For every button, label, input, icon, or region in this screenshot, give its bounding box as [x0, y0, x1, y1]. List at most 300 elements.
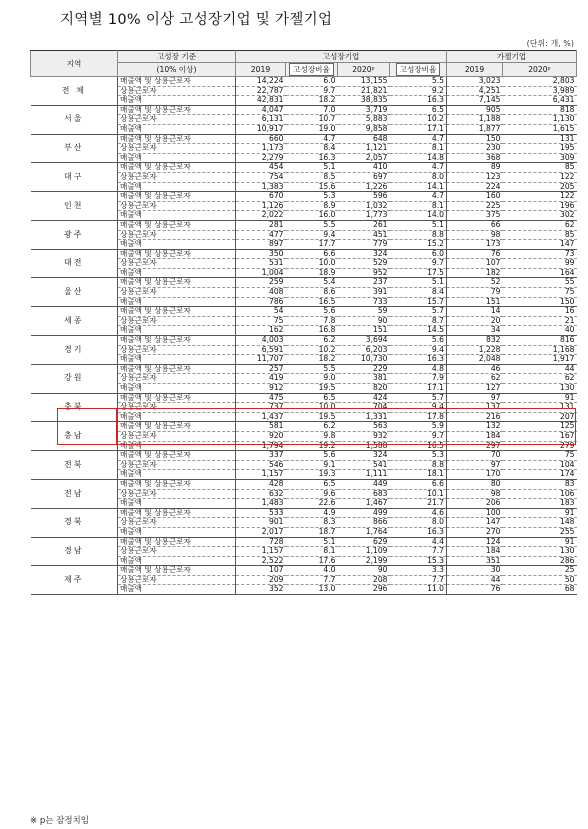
- gazelle-2020: 148: [503, 518, 577, 528]
- hg-2019-ratio: 6.0: [286, 77, 338, 87]
- hg-2019-count: 581: [236, 422, 286, 432]
- criterion-label: 매출액 및 상용근로자: [118, 364, 236, 374]
- criterion-label: 상용근로자: [118, 575, 236, 585]
- hg-2019-count: 107: [236, 566, 286, 576]
- criterion-label: 매출액 및 상용근로자: [118, 336, 236, 346]
- gazelle-2019: 225: [447, 201, 503, 211]
- gazelle-2019: 368: [447, 153, 503, 163]
- table-row: [31, 77, 577, 87]
- hg-2019-ratio: 17.7: [286, 240, 338, 250]
- hg-2019-count: 728: [236, 537, 286, 547]
- region-table: [30, 50, 577, 595]
- hg-2020-count: 1,109: [338, 547, 390, 557]
- gazelle-2019: 100: [447, 508, 503, 518]
- hg-2020-ratio: 18.1: [390, 470, 447, 480]
- hg-2020-ratio: 4.7: [390, 192, 447, 202]
- gazelle-2019: 173: [447, 240, 503, 250]
- gazelle-2020: 62: [503, 220, 577, 230]
- region-name: 전 체: [31, 77, 118, 106]
- hg-2020-ratio: 9.4: [390, 345, 447, 355]
- hg-2019-ratio: 9.7: [286, 86, 338, 96]
- criterion-label: 상용근로자: [118, 403, 236, 413]
- gazelle-2020: 195: [503, 144, 577, 154]
- gazelle-2020: 122: [503, 192, 577, 202]
- table-row: [31, 566, 577, 576]
- gazelle-2019: 224: [447, 182, 503, 192]
- hg-2020-count: 208: [338, 575, 390, 585]
- hg-2020-ratio: 4.7: [390, 134, 447, 144]
- hg-2019-count: 2,017: [236, 527, 286, 537]
- gazelle-2019: 98: [447, 230, 503, 240]
- gazelle-2019: 107: [447, 259, 503, 269]
- hg-2019-ratio: 9.1: [286, 460, 338, 470]
- hg-2020-count: 629: [338, 537, 390, 547]
- header-gazelle-2019: 2019: [447, 63, 503, 77]
- table-row: [31, 307, 577, 317]
- hg-2019-count: 257: [236, 364, 286, 374]
- criterion-label: 매출액 및 상용근로자: [118, 393, 236, 403]
- hg-2019-ratio: 5.6: [286, 307, 338, 317]
- criterion-label: 매출액 및 상용근로자: [118, 479, 236, 489]
- hg-2019-count: 786: [236, 297, 286, 307]
- gazelle-2019: 97: [447, 460, 503, 470]
- gazelle-2019: 20: [447, 316, 503, 326]
- hg-2019-ratio: 9.0: [286, 374, 338, 384]
- hg-2019-count: 2,022: [236, 211, 286, 221]
- hg-2019-ratio: 19.0: [286, 124, 338, 134]
- hg-2019-count: 1,126: [236, 201, 286, 211]
- gazelle-2020: 131: [503, 403, 577, 413]
- hg-2019-ratio: 7.0: [286, 105, 338, 115]
- criterion-label: 매출액 및 상용근로자: [118, 566, 236, 576]
- gazelle-2020: 131: [503, 134, 577, 144]
- criterion-label: 매출액 및 상용근로자: [118, 77, 236, 87]
- hg-2020-ratio: 17.1: [390, 384, 447, 394]
- table-row: [31, 393, 577, 403]
- criterion-label: 매출액 및 상용근로자: [118, 192, 236, 202]
- hg-2019-ratio: 19.5: [286, 384, 338, 394]
- hg-2020-count: 451: [338, 230, 390, 240]
- hg-2019-count: 897: [236, 240, 286, 250]
- criterion-label: 매출액 및 상용근로자: [118, 422, 236, 432]
- gazelle-2020: 1,917: [503, 355, 577, 365]
- gazelle-2019: 184: [447, 431, 503, 441]
- region-name: 울산: [31, 278, 118, 307]
- hg-2019-ratio: 9.8: [286, 431, 338, 441]
- hg-2019-count: 1,157: [236, 547, 286, 557]
- hg-2019-ratio: 18.9: [286, 268, 338, 278]
- table-row: [31, 249, 577, 259]
- criterion-label: 매출액: [118, 470, 236, 480]
- hg-2020-count: 237: [338, 278, 390, 288]
- hg-2019-count: 350: [236, 249, 286, 259]
- region-name: 부산: [31, 134, 118, 163]
- gazelle-2019: 123: [447, 172, 503, 182]
- hg-2019-ratio: 5.1: [286, 537, 338, 547]
- table-row: [31, 451, 577, 461]
- gazelle-2019: 89: [447, 163, 503, 173]
- hg-2019-count: 408: [236, 288, 286, 298]
- gazelle-2020: 205: [503, 182, 577, 192]
- gazelle-2020: 62: [503, 374, 577, 384]
- gazelle-2020: 50: [503, 575, 577, 585]
- hg-2019-count: 475: [236, 393, 286, 403]
- criterion-label: 매출액 및 상용근로자: [118, 163, 236, 173]
- criterion-label: 상용근로자: [118, 288, 236, 298]
- criterion-label: 상용근로자: [118, 374, 236, 384]
- criterion-label: 상용근로자: [118, 547, 236, 557]
- criterion-label: 상용근로자: [118, 489, 236, 499]
- hg-2019-count: 54: [236, 307, 286, 317]
- criterion-label: 매출액: [118, 211, 236, 221]
- gazelle-2020: 85: [503, 163, 577, 173]
- hg-2020-ratio: 6.6: [390, 479, 447, 489]
- hg-2019-count: 162: [236, 326, 286, 336]
- hg-2020-ratio: 16.5: [390, 441, 447, 451]
- hg-2019-count: 281: [236, 220, 286, 230]
- hg-2020-count: 697: [338, 172, 390, 182]
- hg-2019-ratio: 18.2: [286, 355, 338, 365]
- gazelle-2019: 62: [447, 374, 503, 384]
- hg-2020-count: 381: [338, 374, 390, 384]
- criterion-label: 상용근로자: [118, 115, 236, 125]
- gazelle-2020: 309: [503, 153, 577, 163]
- hg-2020-ratio: 8.1: [390, 201, 447, 211]
- hg-2019-ratio: 5.5: [286, 220, 338, 230]
- gazelle-2020: 167: [503, 431, 577, 441]
- hg-2019-count: 209: [236, 575, 286, 585]
- hg-2020-count: 1,121: [338, 144, 390, 154]
- hg-2019-ratio: 5.6: [286, 451, 338, 461]
- table-row: [31, 192, 577, 202]
- gazelle-2020: 255: [503, 527, 577, 537]
- gazelle-2020: 91: [503, 508, 577, 518]
- hg-2020-count: 13,155: [338, 77, 390, 87]
- criterion-label: 매출액: [118, 412, 236, 422]
- criterion-label: 매출액: [118, 182, 236, 192]
- hg-2020-ratio: 4.7: [390, 163, 447, 173]
- hg-2019-count: 737: [236, 403, 286, 413]
- gazelle-2019: 98: [447, 489, 503, 499]
- region-name: 대전: [31, 249, 118, 278]
- header-2020: 2020ᵖ: [338, 63, 390, 77]
- hg-2020-ratio: 17.8: [390, 412, 447, 422]
- hg-2019-ratio: 8.5: [286, 172, 338, 182]
- hg-2020-count: 3,694: [338, 336, 390, 346]
- hg-2019-count: 1,173: [236, 144, 286, 154]
- header-gazelle: 가젤기업: [447, 51, 577, 63]
- gazelle-2019: 137: [447, 403, 503, 413]
- gazelle-2019: 3,023: [447, 77, 503, 87]
- region-name: 인천: [31, 192, 118, 221]
- hg-2019-ratio: 4.9: [286, 508, 338, 518]
- hg-2020-ratio: 5.9: [390, 422, 447, 432]
- hg-2019-ratio: 9.6: [286, 489, 338, 499]
- hg-2020-ratio: 9.7: [390, 259, 447, 269]
- gazelle-2020: 91: [503, 537, 577, 547]
- hg-2019-count: 531: [236, 259, 286, 269]
- gazelle-2019: 34: [447, 326, 503, 336]
- hg-2020-count: 1,467: [338, 499, 390, 509]
- gazelle-2019: 52: [447, 278, 503, 288]
- hg-2019-count: 419: [236, 374, 286, 384]
- criterion-label: 매출액 및 상용근로자: [118, 537, 236, 547]
- region-name: 충남: [31, 422, 118, 451]
- hg-2020-count: 596: [338, 192, 390, 202]
- hg-2019-ratio: 15.6: [286, 182, 338, 192]
- criterion-label: 매출액: [118, 556, 236, 566]
- gazelle-2019: 905: [447, 105, 503, 115]
- hg-2020-ratio: 5.7: [390, 307, 447, 317]
- table-row: [31, 134, 577, 144]
- gazelle-2019: 14: [447, 307, 503, 317]
- criterion-label: 매출액: [118, 585, 236, 595]
- gazelle-2019: 7,145: [447, 96, 503, 106]
- gazelle-2020: 91: [503, 393, 577, 403]
- hg-2020-ratio: 16.3: [390, 355, 447, 365]
- header-region: 지역: [31, 51, 118, 77]
- gazelle-2019: 147: [447, 518, 503, 528]
- hg-2020-count: 261: [338, 220, 390, 230]
- region-name: 전남: [31, 479, 118, 508]
- criterion-label: 매출액 및 상용근로자: [118, 451, 236, 461]
- hg-2020-ratio: 6.0: [390, 249, 447, 259]
- hg-2020-ratio: 14.0: [390, 211, 447, 221]
- hg-2019-ratio: 10.0: [286, 403, 338, 413]
- hg-2020-ratio: 14.5: [390, 326, 447, 336]
- hg-2019-count: 670: [236, 192, 286, 202]
- hg-2020-count: 38,835: [338, 96, 390, 106]
- hg-2019-ratio: 5.4: [286, 278, 338, 288]
- hg-2019-ratio: 17.6: [286, 556, 338, 566]
- hg-2020-count: 2,057: [338, 153, 390, 163]
- hg-2020-count: 1,588: [338, 441, 390, 451]
- gazelle-2020: 302: [503, 211, 577, 221]
- criterion-label: 매출액: [118, 384, 236, 394]
- hg-2020-ratio: 5.1: [390, 278, 447, 288]
- hg-2020-ratio: 4.4: [390, 537, 447, 547]
- hg-2020-ratio: 8.1: [390, 144, 447, 154]
- hg-2019-count: 11,707: [236, 355, 286, 365]
- hg-2020-count: 529: [338, 259, 390, 269]
- gazelle-2020: 130: [503, 547, 577, 557]
- hg-2019-count: 632: [236, 489, 286, 499]
- hg-2020-ratio: 8.0: [390, 172, 447, 182]
- hg-2020-count: 391: [338, 288, 390, 298]
- gazelle-2020: 106: [503, 489, 577, 499]
- hg-2020-count: 6,203: [338, 345, 390, 355]
- hg-2020-count: 424: [338, 393, 390, 403]
- gazelle-2020: 207: [503, 412, 577, 422]
- hg-2019-count: 42,831: [236, 96, 286, 106]
- hg-2020-count: 21,821: [338, 86, 390, 96]
- gazelle-2020: 147: [503, 240, 577, 250]
- criterion-label: 매출액 및 상용근로자: [118, 249, 236, 259]
- criterion-label: 매출액: [118, 355, 236, 365]
- hg-2020-ratio: 8.8: [390, 230, 447, 240]
- criterion-label: 매출액 및 상용근로자: [118, 105, 236, 115]
- hg-2020-ratio: 8.7: [390, 316, 447, 326]
- hg-2020-ratio: 15.7: [390, 297, 447, 307]
- hg-2020-ratio: 16.3: [390, 527, 447, 537]
- hg-2020-count: 296: [338, 585, 390, 595]
- region-name: 광주: [31, 220, 118, 249]
- hg-2019-ratio: 19.2: [286, 441, 338, 451]
- hg-2020-count: 648: [338, 134, 390, 144]
- hg-2019-count: 259: [236, 278, 286, 288]
- criterion-label: 상용근로자: [118, 460, 236, 470]
- hg-2019-ratio: 4.0: [286, 566, 338, 576]
- hg-2020-count: 1,764: [338, 527, 390, 537]
- hg-2019-count: 352: [236, 585, 286, 595]
- hg-2019-count: 901: [236, 518, 286, 528]
- hg-2019-ratio: 5.1: [286, 163, 338, 173]
- criterion-label: 매출액: [118, 499, 236, 509]
- hg-2019-count: 454: [236, 163, 286, 173]
- hg-2020-count: 563: [338, 422, 390, 432]
- table-row: [31, 336, 577, 346]
- hg-2019-ratio: 8.9: [286, 201, 338, 211]
- hg-2019-count: 1,004: [236, 268, 286, 278]
- gazelle-2019: 132: [447, 422, 503, 432]
- gazelle-2019: 270: [447, 527, 503, 537]
- hg-2019-count: 75: [236, 316, 286, 326]
- hg-2019-count: 1,794: [236, 441, 286, 451]
- hg-2020-ratio: 4.6: [390, 508, 447, 518]
- hg-2020-count: 410: [338, 163, 390, 173]
- gazelle-2020: 16: [503, 307, 577, 317]
- gazelle-2019: 151: [447, 297, 503, 307]
- gazelle-2020: 130: [503, 384, 577, 394]
- region-name: 경남: [31, 537, 118, 566]
- criterion-label: 매출액 및 상용근로자: [118, 307, 236, 317]
- hg-2019-count: 2,522: [236, 556, 286, 566]
- hg-2020-count: 1,226: [338, 182, 390, 192]
- hg-2019-ratio: 4.7: [286, 134, 338, 144]
- table-row: [31, 537, 577, 547]
- hg-2020-ratio: 16.3: [390, 96, 447, 106]
- criterion-label: 상용근로자: [118, 345, 236, 355]
- hg-2020-count: 90: [338, 316, 390, 326]
- gazelle-2019: 832: [447, 336, 503, 346]
- table-row: [31, 278, 577, 288]
- hg-2020-ratio: 5.6: [390, 336, 447, 346]
- header-high-growth: 고성장기업: [236, 51, 447, 63]
- hg-2019-ratio: 7.8: [286, 316, 338, 326]
- gazelle-2020: 818: [503, 105, 577, 115]
- gazelle-2020: 1,130: [503, 115, 577, 125]
- gazelle-2019: 127: [447, 384, 503, 394]
- region-name: 경북: [31, 508, 118, 537]
- gazelle-2020: 85: [503, 230, 577, 240]
- hg-2019-ratio: 16.3: [286, 153, 338, 163]
- gazelle-2020: 164: [503, 268, 577, 278]
- gazelle-2019: 80: [447, 479, 503, 489]
- hg-2020-ratio: 17.1: [390, 124, 447, 134]
- gazelle-2020: 1,615: [503, 124, 577, 134]
- gazelle-2020: 99: [503, 259, 577, 269]
- table-row: [31, 220, 577, 230]
- gazelle-2020: 174: [503, 470, 577, 480]
- hg-2020-count: 952: [338, 268, 390, 278]
- hg-2020-ratio: 5.3: [390, 451, 447, 461]
- criterion-label: 매출액: [118, 96, 236, 106]
- gazelle-2020: 122: [503, 172, 577, 182]
- hg-2019-ratio: 8.6: [286, 288, 338, 298]
- hg-2020-ratio: 6.5: [390, 105, 447, 115]
- hg-2019-count: 1,383: [236, 182, 286, 192]
- hg-2020-ratio: 14.1: [390, 182, 447, 192]
- table-row: [31, 479, 577, 489]
- hg-2019-count: 1,483: [236, 499, 286, 509]
- hg-2019-ratio: 22.6: [286, 499, 338, 509]
- hg-2019-ratio: 19.5: [286, 412, 338, 422]
- hg-2019-ratio: 8.4: [286, 144, 338, 154]
- hg-2019-count: 22,787: [236, 86, 286, 96]
- hg-2019-count: 912: [236, 384, 286, 394]
- region-name: 세종: [31, 307, 118, 336]
- hg-2020-ratio: 15.2: [390, 240, 447, 250]
- hg-2019-count: 546: [236, 460, 286, 470]
- gazelle-2020: 6,431: [503, 96, 577, 106]
- criterion-label: 매출액 및 상용근로자: [118, 134, 236, 144]
- hg-2019-ratio: 6.2: [286, 422, 338, 432]
- gazelle-2019: 97: [447, 393, 503, 403]
- gazelle-2020: 816: [503, 336, 577, 346]
- hg-2020-count: 541: [338, 460, 390, 470]
- hg-2020-ratio: 9.7: [390, 431, 447, 441]
- criterion-label: 상용근로자: [118, 172, 236, 182]
- gazelle-2019: 124: [447, 537, 503, 547]
- gazelle-2019: 216: [447, 412, 503, 422]
- hg-2019-ratio: 18.7: [286, 527, 338, 537]
- region-name: 서울: [31, 105, 118, 134]
- hg-2020-count: 2,199: [338, 556, 390, 566]
- criterion-label: 매출액 및 상용근로자: [118, 508, 236, 518]
- gazelle-2019: 30: [447, 566, 503, 576]
- header-gazelle-2020: 2020ᵖ: [503, 63, 577, 77]
- gazelle-2019: 46: [447, 364, 503, 374]
- hg-2020-count: 5,883: [338, 115, 390, 125]
- gazelle-2019: 351: [447, 556, 503, 566]
- hg-2020-ratio: 4.8: [390, 364, 447, 374]
- hg-2019-count: 754: [236, 172, 286, 182]
- gazelle-2019: 76: [447, 249, 503, 259]
- criterion-label: 상용근로자: [118, 230, 236, 240]
- hg-2019-ratio: 18.2: [286, 96, 338, 106]
- gazelle-2020: 104: [503, 460, 577, 470]
- gazelle-2019: 66: [447, 220, 503, 230]
- gazelle-2019: 150: [447, 134, 503, 144]
- hg-2019-ratio: 6.6: [286, 249, 338, 259]
- gazelle-2019: 1,188: [447, 115, 503, 125]
- hg-2020-ratio: 3.3: [390, 566, 447, 576]
- hg-2020-ratio: 14.8: [390, 153, 447, 163]
- gazelle-2019: 70: [447, 451, 503, 461]
- hg-2020-ratio: 5.5: [390, 77, 447, 87]
- page-title: 지역별 10% 이상 고성장기업 및 가젤기업: [60, 12, 333, 28]
- hg-2019-count: 6,591: [236, 345, 286, 355]
- hg-2020-count: 10,730: [338, 355, 390, 365]
- hg-2019-ratio: 16.8: [286, 326, 338, 336]
- table-row: [31, 422, 577, 432]
- table-row: [31, 163, 577, 173]
- criterion-label: 상용근로자: [118, 316, 236, 326]
- criterion-label: 매출액: [118, 124, 236, 134]
- footnote: ※ p는 잠정치임: [30, 816, 89, 826]
- header-2019: 2019: [236, 63, 286, 77]
- hg-2020-ratio: 17.5: [390, 268, 447, 278]
